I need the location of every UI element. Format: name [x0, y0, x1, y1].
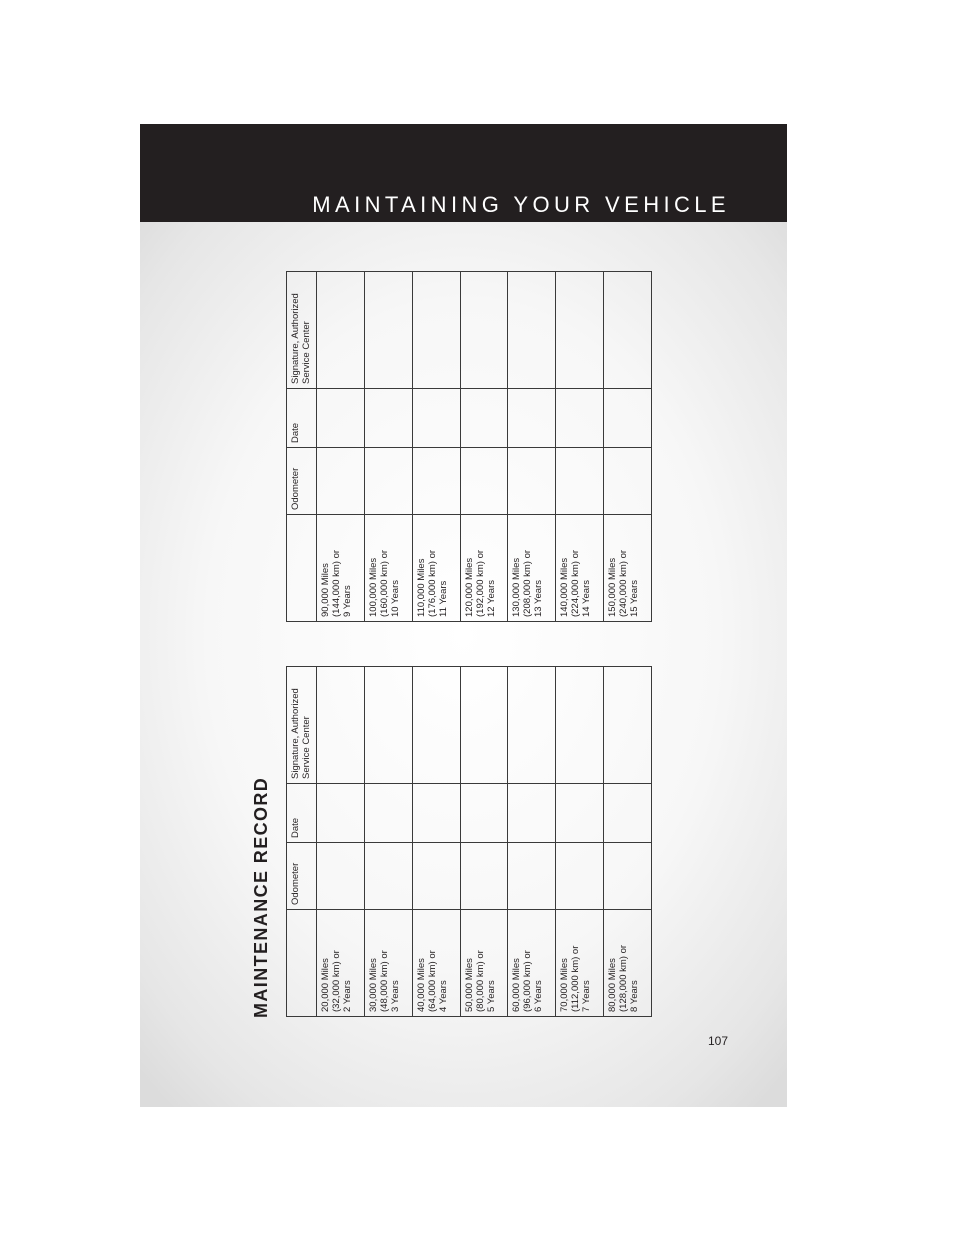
interval-cell: 90,000 Miles (144,000 km) or 9 Years — [317, 515, 365, 622]
date-header: Date — [287, 389, 317, 448]
date-cell — [364, 389, 412, 448]
table-row — [460, 667, 508, 1017]
odometer-cell — [508, 843, 556, 910]
table-row — [604, 667, 652, 1017]
date-cell — [460, 389, 508, 448]
date-cell — [508, 784, 556, 843]
date-cell — [460, 784, 508, 843]
signature-cell — [604, 667, 652, 784]
table-row — [317, 272, 365, 622]
interval-cell: 50,000 Miles (80,000 km) or 5 Years — [460, 910, 508, 1017]
interval-cell: 20,000 Miles (32,000 km) or 2 Years — [317, 910, 365, 1017]
table-row — [556, 667, 604, 1017]
date-cell — [412, 784, 460, 843]
date-cell — [556, 389, 604, 448]
table-row — [412, 272, 460, 622]
table-row — [364, 667, 412, 1017]
table-header-row — [287, 667, 317, 1017]
signature-cell — [460, 667, 508, 784]
odometer-cell — [508, 448, 556, 515]
page-number: 107 — [708, 1034, 729, 1048]
odometer-cell — [364, 448, 412, 515]
table-row — [364, 272, 412, 622]
date-cell — [412, 389, 460, 448]
odometer-header: Odometer — [287, 843, 317, 910]
signature-cell — [508, 667, 556, 784]
signature-cell — [556, 667, 604, 784]
signature-cell — [604, 272, 652, 389]
table-row — [508, 667, 556, 1017]
odometer-cell — [460, 448, 508, 515]
interval-cell: 40,000 Miles (64,000 km) or 4 Years — [412, 910, 460, 1017]
odometer-header: Odometer — [287, 448, 317, 515]
interval-header — [287, 910, 317, 1017]
date-cell — [317, 784, 365, 843]
odometer-cell — [460, 843, 508, 910]
interval-cell: 60,000 Miles (96,000 km) or 6 Years — [508, 910, 556, 1017]
signature-cell — [317, 272, 365, 389]
signature-cell — [508, 272, 556, 389]
interval-cell: 140,000 Miles (224,000 km) or 14 Years — [556, 515, 604, 622]
table-row — [412, 667, 460, 1017]
signature-cell — [460, 272, 508, 389]
date-cell — [317, 389, 365, 448]
odometer-cell — [604, 843, 652, 910]
date-cell — [604, 784, 652, 843]
signature-cell — [364, 667, 412, 784]
chapter-title: MAINTAINING YOUR VEHICLE — [312, 192, 730, 217]
table-row — [556, 272, 604, 622]
table-header-row — [287, 272, 317, 622]
odometer-cell — [556, 843, 604, 910]
date-cell — [508, 389, 556, 448]
chapter-header — [140, 124, 787, 222]
odometer-cell — [412, 448, 460, 515]
signature-header: Signature, Authorized Service Center — [287, 272, 317, 389]
odometer-cell — [317, 843, 365, 910]
maintenance-table-upper — [286, 271, 652, 622]
signature-cell — [412, 272, 460, 389]
date-cell — [364, 784, 412, 843]
odometer-cell — [412, 843, 460, 910]
signature-header: Signature, Authorized Service Center — [287, 667, 317, 784]
table-row — [460, 272, 508, 622]
interval-header — [287, 515, 317, 622]
odometer-cell — [317, 448, 365, 515]
interval-cell: 70,000 Miles (112,000 km) or 7 Years — [556, 910, 604, 1017]
table-row — [508, 272, 556, 622]
signature-cell — [317, 667, 365, 784]
signature-cell — [556, 272, 604, 389]
interval-cell: 110,000 Miles (176,000 km) or 11 Years — [412, 515, 460, 622]
maintenance-table-lower — [286, 666, 652, 1017]
date-header: Date — [287, 784, 317, 843]
date-cell — [556, 784, 604, 843]
interval-cell: 120,000 Miles (192,000 km) or 12 Years — [460, 515, 508, 622]
interval-cell: 80,000 Miles (128,000 km) or 8 Years — [604, 910, 652, 1017]
interval-cell: 30,000 Miles (48,000 km) or 3 Years — [364, 910, 412, 1017]
signature-cell — [412, 667, 460, 784]
interval-cell: 130,000 Miles (208,000 km) or 13 Years — [508, 515, 556, 622]
odometer-cell — [364, 843, 412, 910]
odometer-cell — [556, 448, 604, 515]
table-row — [604, 272, 652, 622]
table-row — [317, 667, 365, 1017]
interval-cell: 150,000 Miles (240,000 km) or 15 Years — [604, 515, 652, 622]
odometer-cell — [604, 448, 652, 515]
signature-cell — [364, 272, 412, 389]
interval-cell: 100,000 Miles (160,000 km) or 10 Years — [364, 515, 412, 622]
section-title: MAINTENANCE RECORD — [251, 776, 271, 1018]
date-cell — [604, 389, 652, 448]
